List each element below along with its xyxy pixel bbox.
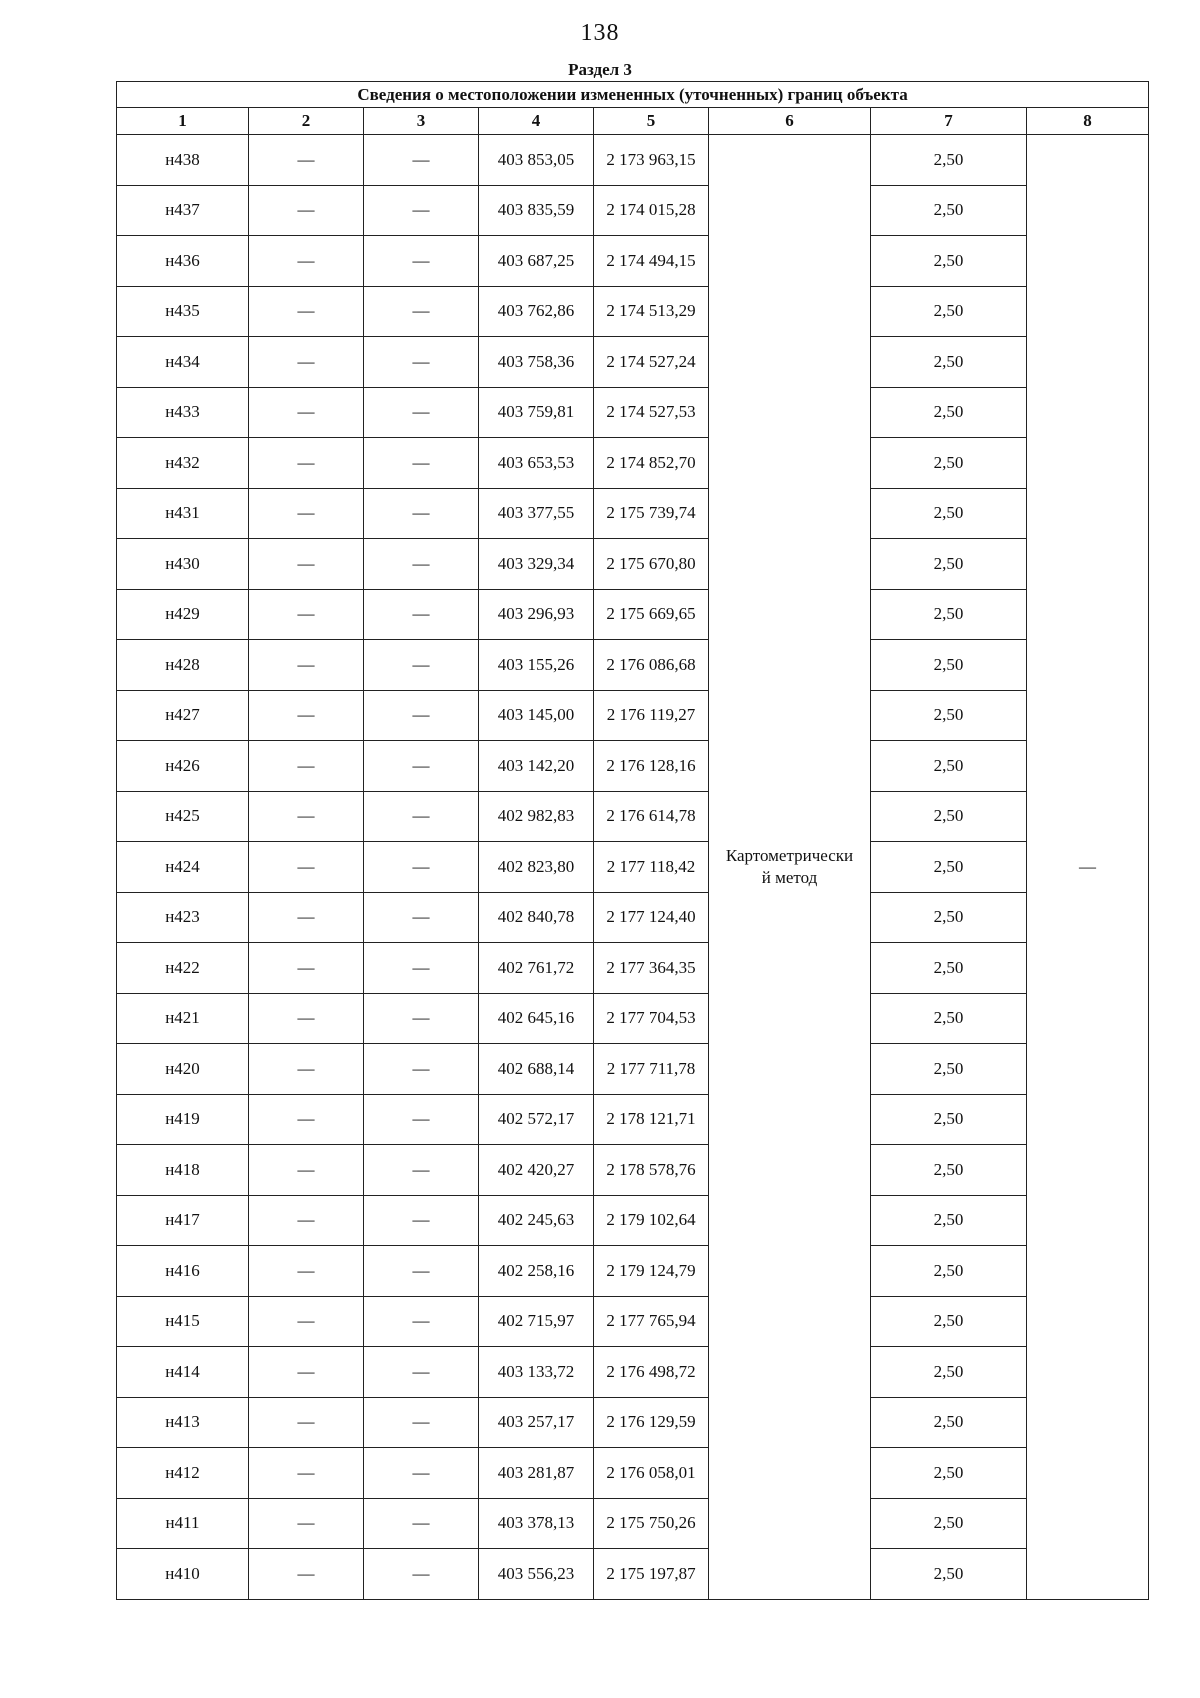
- column-number-2: 2: [249, 108, 364, 135]
- accuracy-cell: 2,50: [871, 1549, 1027, 1600]
- table-row: [117, 640, 1149, 691]
- x-coordinate-cell: 403 142,20: [479, 741, 594, 792]
- column-3-cell: —: [364, 690, 479, 741]
- column-3-cell: —: [364, 640, 479, 691]
- accuracy-cell: 2,50: [871, 1145, 1027, 1196]
- x-coordinate-cell: 403 687,25: [479, 236, 594, 287]
- method-text-line-1: Картометрически: [725, 845, 854, 865]
- x-coordinate-cell: 402 420,27: [479, 1145, 594, 1196]
- column-2-cell: —: [249, 1044, 364, 1095]
- accuracy-cell: 2,50: [871, 185, 1027, 236]
- point-number-cell: н422: [117, 943, 249, 994]
- table-row: [117, 1145, 1149, 1196]
- point-number-cell: н435: [117, 286, 249, 337]
- x-coordinate-cell: 402 645,16: [479, 993, 594, 1044]
- column-2-cell: —: [249, 1195, 364, 1246]
- column-3-cell: —: [364, 842, 479, 893]
- x-coordinate-cell: 403 653,53: [479, 438, 594, 489]
- column-2-cell: —: [249, 1094, 364, 1145]
- accuracy-cell: 2,50: [871, 741, 1027, 792]
- point-number-cell: н437: [117, 185, 249, 236]
- y-coordinate-cell: 2 177 765,94: [594, 1296, 709, 1347]
- table-row: [117, 337, 1149, 388]
- column-number-8: 8: [1027, 108, 1149, 135]
- point-number-cell: н415: [117, 1296, 249, 1347]
- table-row: [117, 1448, 1149, 1499]
- table-row: [117, 1549, 1149, 1600]
- column-2-cell: —: [249, 337, 364, 388]
- y-coordinate-cell: 2 174 494,15: [594, 236, 709, 287]
- column-number-7: 7: [871, 108, 1027, 135]
- column-number-3: 3: [364, 108, 479, 135]
- x-coordinate-cell: 402 688,14: [479, 1044, 594, 1095]
- point-number-cell: н413: [117, 1397, 249, 1448]
- column-2-cell: —: [249, 1246, 364, 1297]
- accuracy-cell: 2,50: [871, 943, 1027, 994]
- column-3-cell: —: [364, 1094, 479, 1145]
- column-2-cell: —: [249, 892, 364, 943]
- page-number: 138: [580, 20, 620, 46]
- column-number-4: 4: [479, 108, 594, 135]
- accuracy-cell: 2,50: [871, 337, 1027, 388]
- table-row: [117, 690, 1149, 741]
- point-number-cell: н425: [117, 791, 249, 842]
- table-row: [117, 1246, 1149, 1297]
- accuracy-cell: 2,50: [871, 286, 1027, 337]
- y-coordinate-cell: 2 176 119,27: [594, 690, 709, 741]
- point-number-cell: н426: [117, 741, 249, 792]
- coordinates-table: [116, 81, 1149, 1600]
- table-row: [117, 1296, 1149, 1347]
- x-coordinate-cell: 402 258,16: [479, 1246, 594, 1297]
- column-2-cell: —: [249, 993, 364, 1044]
- point-number-cell: н414: [117, 1347, 249, 1398]
- y-coordinate-cell: 2 174 015,28: [594, 185, 709, 236]
- x-coordinate-cell: 403 329,34: [479, 539, 594, 590]
- table-row: [117, 993, 1149, 1044]
- table-row: [117, 1498, 1149, 1549]
- column-2-cell: —: [249, 741, 364, 792]
- point-number-cell: н416: [117, 1246, 249, 1297]
- column-3-cell: —: [364, 337, 479, 388]
- column-number-5: 5: [594, 108, 709, 135]
- point-number-cell: н417: [117, 1195, 249, 1246]
- point-number-cell: н410: [117, 1549, 249, 1600]
- x-coordinate-cell: 403 377,55: [479, 488, 594, 539]
- column-3-cell: —: [364, 286, 479, 337]
- table-row: [117, 488, 1149, 539]
- y-coordinate-cell: 2 176 498,72: [594, 1347, 709, 1398]
- y-coordinate-cell: 2 175 739,74: [594, 488, 709, 539]
- point-number-cell: н429: [117, 589, 249, 640]
- point-number-cell: н427: [117, 690, 249, 741]
- x-coordinate-cell: 403 145,00: [479, 690, 594, 741]
- column-2-cell: —: [249, 185, 364, 236]
- y-coordinate-cell: 2 179 124,79: [594, 1246, 709, 1297]
- table-caption-row: [117, 82, 1149, 108]
- x-coordinate-cell: 402 840,78: [479, 892, 594, 943]
- column-2-cell: —: [249, 640, 364, 691]
- column-2-cell: —: [249, 1145, 364, 1196]
- point-number-cell: н431: [117, 488, 249, 539]
- accuracy-cell: 2,50: [871, 387, 1027, 438]
- column-3-cell: —: [364, 1246, 479, 1297]
- table-caption: Сведения о местоположении измененных (уточненных) границ объекта: [117, 82, 1149, 108]
- y-coordinate-cell: 2 176 086,68: [594, 640, 709, 691]
- y-coordinate-cell: 2 178 121,71: [594, 1094, 709, 1145]
- y-coordinate-cell: 2 173 963,15: [594, 135, 709, 186]
- column-2-cell: —: [249, 1296, 364, 1347]
- y-coordinate-cell: 2 177 704,53: [594, 993, 709, 1044]
- column-number-6: 6: [709, 108, 871, 135]
- x-coordinate-cell: 402 982,83: [479, 791, 594, 842]
- column-2-cell: —: [249, 539, 364, 590]
- column-3-cell: —: [364, 236, 479, 287]
- accuracy-cell: 2,50: [871, 1195, 1027, 1246]
- column-2-cell: —: [249, 236, 364, 287]
- point-number-cell: н430: [117, 539, 249, 590]
- y-coordinate-cell: 2 179 102,64: [594, 1195, 709, 1246]
- column-2-cell: —: [249, 943, 364, 994]
- y-coordinate-cell: 2 176 058,01: [594, 1448, 709, 1499]
- table-row: [117, 185, 1149, 236]
- column-numbers-row: [117, 108, 1149, 135]
- column-3-cell: —: [364, 1397, 479, 1448]
- section-title: Раздел 3: [568, 60, 632, 79]
- x-coordinate-cell: 403 758,36: [479, 337, 594, 388]
- accuracy-cell: 2,50: [871, 1296, 1027, 1347]
- column-3-cell: —: [364, 185, 479, 236]
- x-coordinate-cell: 402 761,72: [479, 943, 594, 994]
- x-coordinate-cell: 403 759,81: [479, 387, 594, 438]
- accuracy-cell: 2,50: [871, 1246, 1027, 1297]
- y-coordinate-cell: 2 174 527,24: [594, 337, 709, 388]
- x-coordinate-cell: 403 296,93: [479, 589, 594, 640]
- column-3-cell: —: [364, 135, 479, 186]
- y-coordinate-cell: 2 175 750,26: [594, 1498, 709, 1549]
- x-coordinate-cell: 403 281,87: [479, 1448, 594, 1499]
- point-number-cell: н419: [117, 1094, 249, 1145]
- table-row: [117, 741, 1149, 792]
- x-coordinate-cell: 402 715,97: [479, 1296, 594, 1347]
- column-3-cell: —: [364, 387, 479, 438]
- accuracy-cell: 2,50: [871, 993, 1027, 1044]
- accuracy-cell: 2,50: [871, 539, 1027, 590]
- column-3-cell: —: [364, 1498, 479, 1549]
- column-3-cell: —: [364, 791, 479, 842]
- point-number-cell: н438: [117, 135, 249, 186]
- column-number-1: 1: [117, 108, 249, 135]
- accuracy-cell: 2,50: [871, 791, 1027, 842]
- y-coordinate-cell: 2 177 364,35: [594, 943, 709, 994]
- accuracy-cell: 2,50: [871, 690, 1027, 741]
- column-3-cell: —: [364, 1347, 479, 1398]
- accuracy-cell: 2,50: [871, 1448, 1027, 1499]
- column-3-cell: —: [364, 1145, 479, 1196]
- point-number-cell: н418: [117, 1145, 249, 1196]
- point-number-cell: н420: [117, 1044, 249, 1095]
- point-number-cell: н424: [117, 842, 249, 893]
- table-row: [117, 1347, 1149, 1398]
- column-3-cell: —: [364, 488, 479, 539]
- column-3-cell: —: [364, 438, 479, 489]
- y-coordinate-cell: 2 175 669,65: [594, 589, 709, 640]
- y-coordinate-cell: 2 177 118,42: [594, 842, 709, 893]
- column-2-cell: —: [249, 1448, 364, 1499]
- y-coordinate-cell: 2 177 124,40: [594, 892, 709, 943]
- column-2-cell: —: [249, 1397, 364, 1448]
- table-row: [117, 438, 1149, 489]
- column-2-cell: —: [249, 690, 364, 741]
- y-coordinate-cell: 2 174 513,29: [594, 286, 709, 337]
- column-3-cell: —: [364, 1044, 479, 1095]
- x-coordinate-cell: 402 823,80: [479, 842, 594, 893]
- y-coordinate-cell: 2 176 614,78: [594, 791, 709, 842]
- column-2-cell: —: [249, 387, 364, 438]
- accuracy-cell: 2,50: [871, 640, 1027, 691]
- column-2-cell: —: [249, 589, 364, 640]
- column-3-cell: —: [364, 943, 479, 994]
- accuracy-cell: 2,50: [871, 488, 1027, 539]
- table-row: [117, 286, 1149, 337]
- x-coordinate-cell: 403 378,13: [479, 1498, 594, 1549]
- column-3-cell: —: [364, 1195, 479, 1246]
- column-2-cell: —: [249, 438, 364, 489]
- column-3-cell: —: [364, 741, 479, 792]
- table-row: [117, 842, 1149, 893]
- point-number-cell: н412: [117, 1448, 249, 1499]
- column-2-cell: —: [249, 135, 364, 186]
- table-row: [117, 1044, 1149, 1095]
- column-3-cell: —: [364, 1549, 479, 1600]
- x-coordinate-cell: 403 853,05: [479, 135, 594, 186]
- column-3-cell: —: [364, 589, 479, 640]
- column-2-cell: —: [249, 1549, 364, 1600]
- point-number-cell: н421: [117, 993, 249, 1044]
- method-text-line-2: й метод: [761, 867, 818, 887]
- column-8-cell: —: [1027, 135, 1149, 1600]
- accuracy-cell: 2,50: [871, 1044, 1027, 1095]
- table-row: [117, 943, 1149, 994]
- table-row: [117, 135, 1149, 186]
- column-3-cell: —: [364, 892, 479, 943]
- x-coordinate-cell: 403 835,59: [479, 185, 594, 236]
- x-coordinate-cell: 403 155,26: [479, 640, 594, 691]
- column-3-cell: —: [364, 1448, 479, 1499]
- x-coordinate-cell: 403 556,23: [479, 1549, 594, 1600]
- column-2-cell: —: [249, 1498, 364, 1549]
- accuracy-cell: 2,50: [871, 438, 1027, 489]
- method-cell: [709, 135, 871, 1600]
- point-number-cell: н428: [117, 640, 249, 691]
- y-coordinate-cell: 2 177 711,78: [594, 1044, 709, 1095]
- table-row: [117, 236, 1149, 287]
- point-number-cell: н434: [117, 337, 249, 388]
- y-coordinate-cell: 2 176 128,16: [594, 741, 709, 792]
- column-2-cell: —: [249, 842, 364, 893]
- accuracy-cell: 2,50: [871, 1498, 1027, 1549]
- column-3-cell: —: [364, 539, 479, 590]
- accuracy-cell: 2,50: [871, 1397, 1027, 1448]
- x-coordinate-cell: 403 762,86: [479, 286, 594, 337]
- y-coordinate-cell: 2 175 670,80: [594, 539, 709, 590]
- x-coordinate-cell: 402 572,17: [479, 1094, 594, 1145]
- column-3-cell: —: [364, 993, 479, 1044]
- table-row: [117, 589, 1149, 640]
- accuracy-cell: 2,50: [871, 1347, 1027, 1398]
- column-2-cell: —: [249, 286, 364, 337]
- table-row: [117, 1397, 1149, 1448]
- point-number-cell: н433: [117, 387, 249, 438]
- point-number-cell: н411: [117, 1498, 249, 1549]
- accuracy-cell: 2,50: [871, 1094, 1027, 1145]
- y-coordinate-cell: 2 176 129,59: [594, 1397, 709, 1448]
- table-row: [117, 1195, 1149, 1246]
- x-coordinate-cell: 402 245,63: [479, 1195, 594, 1246]
- column-2-cell: —: [249, 1347, 364, 1398]
- accuracy-cell: 2,50: [871, 589, 1027, 640]
- column-2-cell: —: [249, 791, 364, 842]
- table-body: [117, 135, 1149, 1600]
- column-2-cell: —: [249, 488, 364, 539]
- x-coordinate-cell: 403 133,72: [479, 1347, 594, 1398]
- point-number-cell: н432: [117, 438, 249, 489]
- y-coordinate-cell: 2 175 197,87: [594, 1549, 709, 1600]
- table-row: [117, 387, 1149, 438]
- accuracy-cell: 2,50: [871, 135, 1027, 186]
- table-row: [117, 1094, 1149, 1145]
- table-row: [117, 539, 1149, 590]
- point-number-cell: н423: [117, 892, 249, 943]
- point-number-cell: н436: [117, 236, 249, 287]
- column-3-cell: —: [364, 1296, 479, 1347]
- y-coordinate-cell: 2 178 578,76: [594, 1145, 709, 1196]
- accuracy-cell: 2,50: [871, 892, 1027, 943]
- accuracy-cell: 2,50: [871, 236, 1027, 287]
- table-row: [117, 791, 1149, 842]
- y-coordinate-cell: 2 174 852,70: [594, 438, 709, 489]
- accuracy-cell: 2,50: [871, 842, 1027, 893]
- table-row: [117, 892, 1149, 943]
- x-coordinate-cell: 403 257,17: [479, 1397, 594, 1448]
- y-coordinate-cell: 2 174 527,53: [594, 387, 709, 438]
